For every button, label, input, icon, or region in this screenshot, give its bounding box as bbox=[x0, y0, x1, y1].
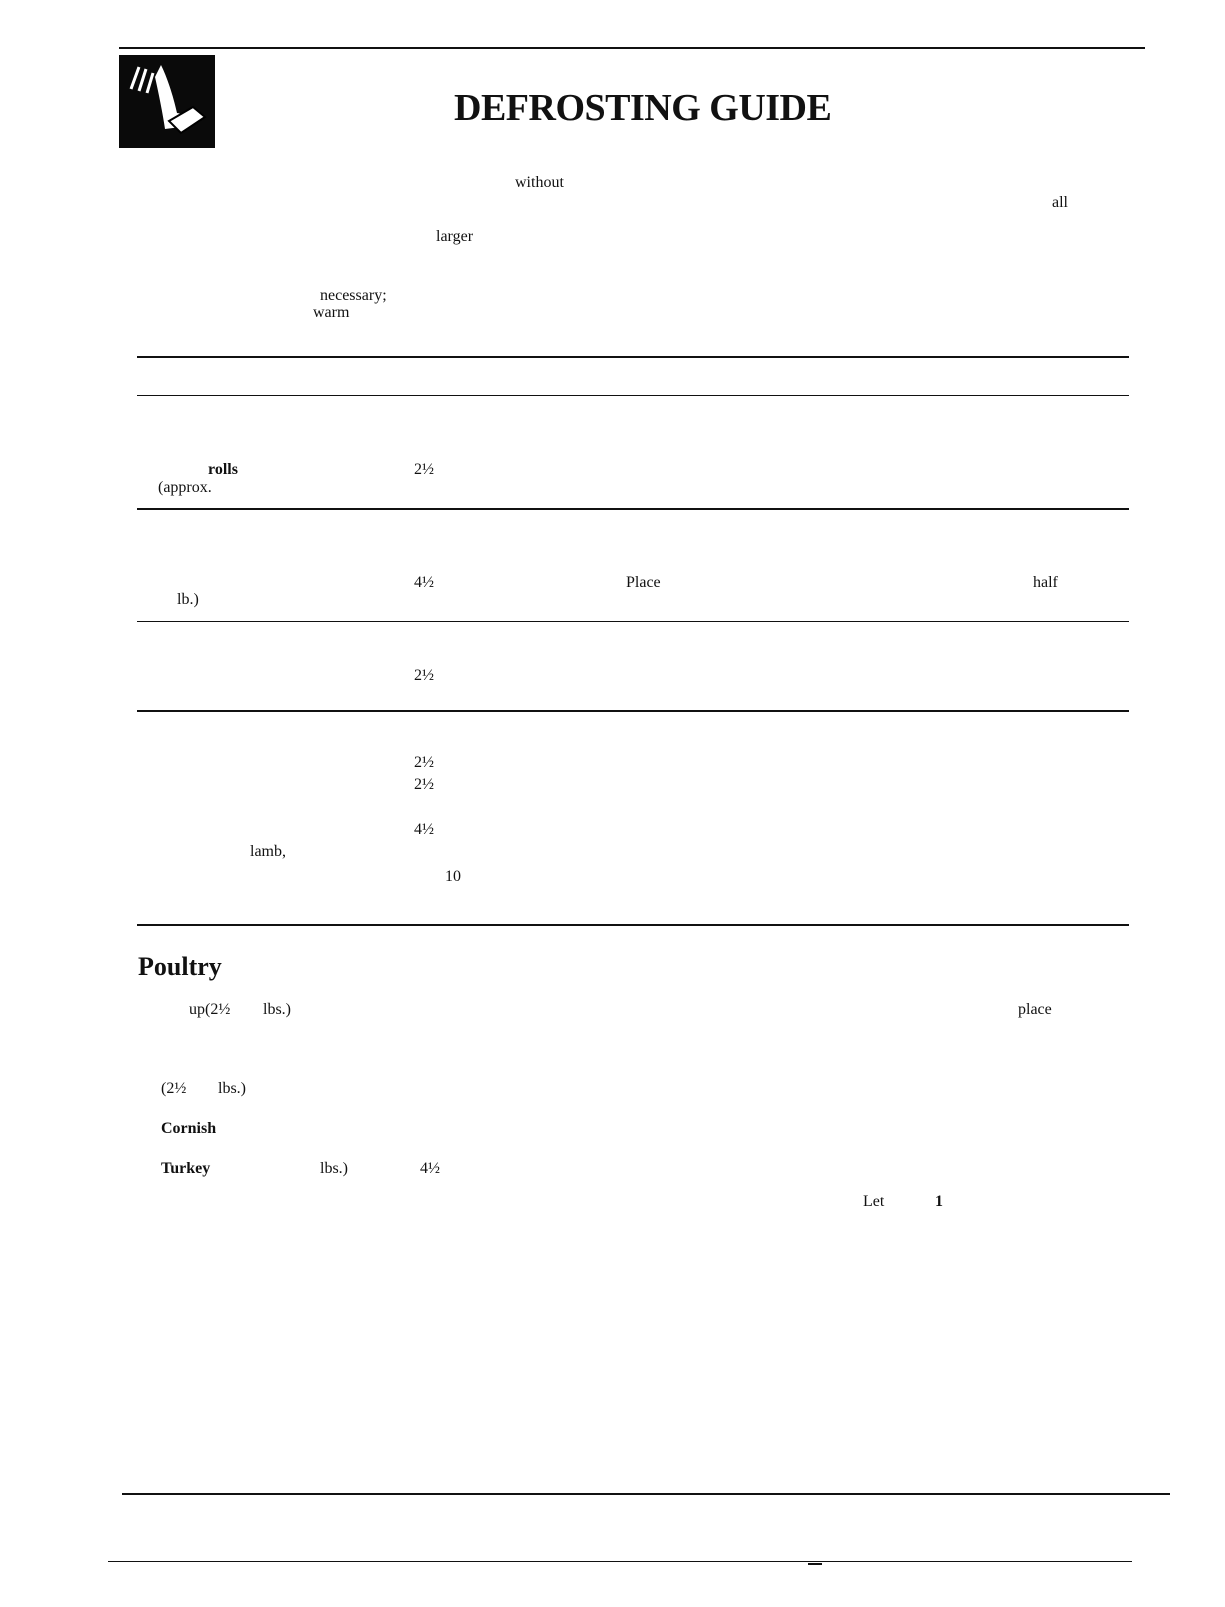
poultry-row1-item: up(2½ bbox=[189, 1001, 231, 1018]
poultry-row2-item: (2½ bbox=[161, 1080, 187, 1097]
logo-panel bbox=[119, 55, 215, 148]
meats-time-2: 2½ bbox=[414, 776, 434, 793]
footer-rule-top bbox=[122, 1493, 1170, 1495]
meats-time-1: 2½ bbox=[414, 754, 434, 771]
row-divider bbox=[137, 710, 1129, 712]
hand-pressing-touchpad-icon bbox=[119, 55, 215, 148]
row2-time: 4½ bbox=[414, 574, 434, 591]
poultry-row4-number: 1 bbox=[935, 1193, 943, 1210]
breads-time: 2½ bbox=[414, 461, 434, 478]
poultry-row4-item: Turkey bbox=[161, 1160, 211, 1177]
row2-weight: lb.) bbox=[177, 591, 199, 608]
section-divider bbox=[137, 924, 1129, 926]
breads-item-rolls: rolls bbox=[208, 461, 238, 478]
page-mark bbox=[808, 1563, 822, 1565]
row-divider bbox=[137, 508, 1129, 510]
row2-instruction-half: half bbox=[1033, 574, 1058, 591]
meats-time-4: 10 bbox=[445, 868, 461, 885]
intro-word-necessary: necessary; bbox=[320, 287, 387, 304]
meats-item-lamb: lamb, bbox=[250, 843, 286, 860]
meats-time-3: 4½ bbox=[414, 821, 434, 838]
footer-rule-bottom bbox=[108, 1561, 1132, 1562]
intro-word-without: without bbox=[515, 174, 564, 191]
poultry-row4-time: 4½ bbox=[420, 1160, 440, 1177]
poultry-row1-weight: lbs.) bbox=[263, 1001, 291, 1018]
intro-word-all: all bbox=[1052, 194, 1068, 211]
table-header-rule bbox=[137, 395, 1129, 396]
poultry-row2-weight: lbs.) bbox=[218, 1080, 246, 1097]
header-top-rule bbox=[119, 47, 1145, 49]
breads-note: (approx. bbox=[158, 479, 212, 496]
row-divider bbox=[137, 621, 1129, 622]
poultry-heading: Poultry bbox=[138, 952, 222, 981]
poultry-row4-let: Let bbox=[863, 1193, 885, 1210]
intro-word-larger: larger bbox=[436, 228, 474, 245]
poultry-row4-weight: lbs.) bbox=[320, 1160, 348, 1177]
page-title: DEFROSTING GUIDE bbox=[454, 87, 832, 129]
poultry-row3-item: Cornish bbox=[161, 1120, 217, 1137]
intro-word-warm: warm bbox=[313, 304, 350, 321]
row2-instruction-place: Place bbox=[626, 574, 661, 591]
row3-time: 2½ bbox=[414, 667, 434, 684]
table-top-rule bbox=[137, 356, 1129, 358]
poultry-row1-place: place bbox=[1018, 1001, 1052, 1018]
